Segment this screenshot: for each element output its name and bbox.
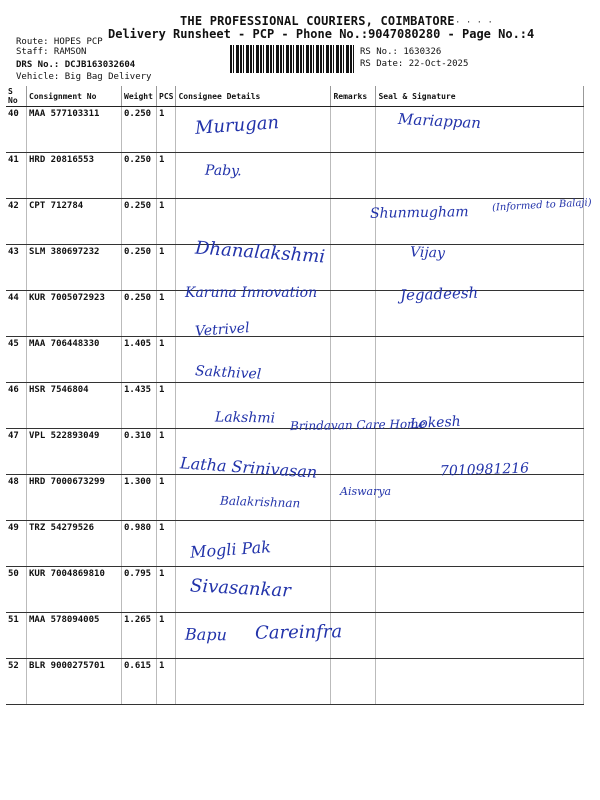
handwritten-signature: Sivasankar [189, 575, 292, 602]
row-pcs: 1 [157, 567, 176, 613]
row-remarks [331, 291, 376, 337]
row-consignment-no: HRD 20816553 [27, 153, 122, 199]
row-weight: 1.405 [122, 337, 157, 383]
row-weight: 0.250 [122, 153, 157, 199]
row-consignee-details [176, 659, 331, 705]
row-remarks [331, 107, 376, 153]
row-sno: 41 [6, 153, 27, 199]
runsheet-subtitle: Delivery Runsheet - PCP - Phone No.:9047080280 - Page No.:4 [108, 27, 535, 41]
handwritten-signature: 7010981216 [439, 460, 530, 480]
col-pcs: PCS [157, 86, 176, 107]
row-consignment-no: VPL 522893049 [27, 429, 122, 475]
row-sno: 40 [6, 107, 27, 153]
row-consignment-no: CPT 712784 [27, 199, 122, 245]
row-weight: 0.250 [122, 291, 157, 337]
row-sno: 49 [6, 521, 27, 567]
row-weight: 0.250 [122, 107, 157, 153]
row-weight: 1.435 [122, 383, 157, 429]
row-pcs: 1 [157, 199, 176, 245]
row-pcs: 1 [157, 245, 176, 291]
row-weight: 0.310 [122, 429, 157, 475]
table-row [6, 567, 584, 613]
row-weight: 1.300 [122, 475, 157, 521]
row-pcs: 1 [157, 521, 176, 567]
row-weight: 0.250 [122, 199, 157, 245]
row-consignment-no: MAA 577103311 [27, 107, 122, 153]
handwritten-signature: Vijay [409, 244, 446, 262]
table-row [6, 153, 584, 199]
row-consignee-details [176, 153, 331, 199]
table-row [6, 521, 584, 567]
handwritten-signature: Mogli Pak [189, 537, 272, 562]
row-sno: 46 [6, 383, 27, 429]
row-signature [376, 521, 584, 567]
runsheet-table [6, 86, 584, 705]
handwritten-signature: Mariappan [397, 109, 482, 133]
barcode [230, 45, 356, 73]
row-remarks [331, 337, 376, 383]
handwritten-signature: Paby. [204, 162, 242, 180]
row-remarks [331, 659, 376, 705]
row-signature [376, 613, 584, 659]
row-pcs: 1 [157, 429, 176, 475]
row-weight: 0.980 [122, 521, 157, 567]
handwritten-signature: Careinfra [254, 621, 343, 644]
row-consignment-no: HRD 7000673299 [27, 475, 122, 521]
row-sno: 50 [6, 567, 27, 613]
col-signature: Seal & Signature [376, 86, 584, 107]
handwritten-signature: Bapu [184, 624, 228, 645]
row-signature [376, 245, 584, 291]
row-pcs: 1 [157, 475, 176, 521]
handwritten-signature: Jegadeesh [399, 283, 479, 305]
row-pcs: 1 [157, 613, 176, 659]
row-consignment-no: MAA 578094005 [27, 613, 122, 659]
handwritten-signature: Dhanalakshmi [194, 237, 326, 268]
table-row [6, 337, 584, 383]
row-weight: 0.250 [122, 245, 157, 291]
row-signature [376, 153, 584, 199]
row-pcs: 1 [157, 337, 176, 383]
row-weight: 0.795 [122, 567, 157, 613]
rs-date: RS Date: 22-Oct-2025 [360, 59, 469, 69]
drs-number: DRS No.: DCJB163032604 [16, 60, 136, 70]
row-consignment-no: HSR 7546804 [27, 383, 122, 429]
col-consignment: Consignment No [27, 86, 122, 107]
vehicle-label: Vehicle: Big Bag Delivery [16, 72, 152, 82]
row-sno: 48 [6, 475, 27, 521]
row-consignment-no: KUR 7004869810 [27, 567, 122, 613]
row-pcs: 1 [157, 659, 176, 705]
scan-dots: · · · · [455, 18, 493, 28]
handwritten-signature: Sakthivel [194, 363, 262, 383]
row-sno: 47 [6, 429, 27, 475]
handwritten-signature: Vetrivel [194, 320, 251, 340]
row-consignment-no: SLM 380697232 [27, 245, 122, 291]
row-weight: 0.615 [122, 659, 157, 705]
row-consignment-no: BLR 9000275701 [27, 659, 122, 705]
row-pcs: 1 [157, 291, 176, 337]
row-remarks [331, 429, 376, 475]
row-signature [376, 337, 584, 383]
row-sno: 43 [6, 245, 27, 291]
row-pcs: 1 [157, 153, 176, 199]
row-consignment-no: KUR 7005072923 [27, 291, 122, 337]
handwritten-signature: Lakshmi [214, 409, 276, 427]
row-remarks [331, 245, 376, 291]
handwritten-signature: Latha Srinivasan [179, 453, 318, 482]
rs-number: RS No.: 1630326 [360, 47, 442, 57]
handwritten-signature: Shunmugham [369, 204, 469, 222]
route-label: Route: HOPES PCP [16, 37, 103, 47]
row-consignment-no: MAA 706448330 [27, 337, 122, 383]
handwritten-signature: Lokesh [409, 413, 462, 433]
col-sno: S No [6, 86, 27, 107]
row-sno: 45 [6, 337, 27, 383]
table-row [6, 107, 584, 153]
row-signature [376, 475, 584, 521]
row-signature [376, 659, 584, 705]
handwritten-signature: Karuna Innovation [185, 285, 318, 301]
row-consignment-no: TRZ 54279526 [27, 521, 122, 567]
row-pcs: 1 [157, 107, 176, 153]
handwritten-signature: Balakrishnan [219, 493, 301, 511]
col-weight: Weight [122, 86, 157, 107]
row-remarks [331, 153, 376, 199]
col-remarks: Remarks [331, 86, 376, 107]
row-remarks [331, 567, 376, 613]
col-consignee: Consignee Details [176, 86, 331, 107]
row-sno: 52 [6, 659, 27, 705]
company-title: THE PROFESSIONAL COURIERS, COIMBATORE [180, 14, 455, 28]
row-remarks [331, 521, 376, 567]
row-sno: 51 [6, 613, 27, 659]
handwritten-signature: Brindavan Care Home [289, 416, 426, 434]
row-weight: 1.265 [122, 613, 157, 659]
row-pcs: 1 [157, 383, 176, 429]
row-signature [376, 567, 584, 613]
table-row [6, 659, 584, 705]
staff-label: Staff: RAMSON [16, 47, 87, 57]
row-sno: 44 [6, 291, 27, 337]
handwritten-signature: (Informed to Balaji) [491, 197, 592, 214]
table-header-row [6, 86, 584, 107]
handwritten-signature: Murugan [194, 112, 280, 139]
row-sno: 42 [6, 199, 27, 245]
handwritten-signature: Aiswarya [340, 485, 392, 498]
